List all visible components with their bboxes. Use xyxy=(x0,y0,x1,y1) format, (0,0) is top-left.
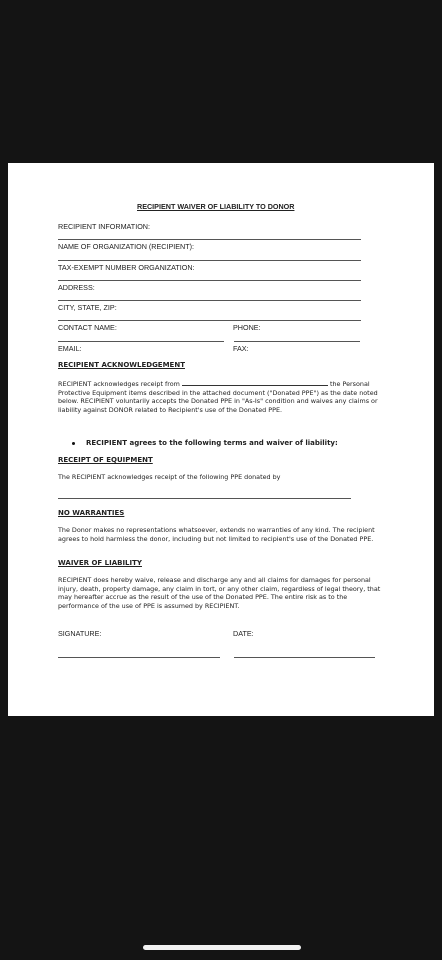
city-state-zip-label: CITY, STATE, ZIP: xyxy=(58,303,117,312)
address-line xyxy=(58,300,361,301)
waiver-text: RECIPIENT does hereby waive, release and discharge any and all claims for damages for personal injury, death, property damage, any claim in tort, or any other claim, regardless of legal theory, that may hereafter accrue as the result of the use of the Donated PPE. The entire risk as to the performance of the use of PPE is assumed by RECIPIENT. xyxy=(58,576,381,610)
home-indicator[interactable] xyxy=(143,945,301,950)
document-page xyxy=(8,163,434,716)
donor-name-blank xyxy=(182,379,328,386)
waiver-heading: WAIVER OF LIABILITY xyxy=(58,559,142,567)
terms-bullet-text: RECIPIENT agrees to the following terms and waiver of liability: xyxy=(86,439,338,447)
no-warranties-heading: NO WARRANTIES xyxy=(58,509,125,517)
phone-line xyxy=(234,341,360,342)
tax-exempt-line xyxy=(58,280,361,281)
city-state-zip-line xyxy=(58,320,361,321)
acknowledgement-text: RECIPIENT acknowledges receipt from the Personal Protective Equipment items described in the attached document ("Donated PPE") as the date noted below. RECIPIENT voluntarily accepts the Donated PPE in "As-Is" condition and waives any claims or liability against DONOR related to Recipient's use of the Donated PPE. xyxy=(58,380,378,414)
address-label: ADDRESS: xyxy=(58,283,95,292)
acknowledgement-heading: RECIPIENT ACKNOWLEDGEMENT xyxy=(58,361,185,369)
no-warranties-text: The Donor makes no representations whatsoever, extends no warranties of any kind. The recipient agrees to hold harmless the donor, including but not limited to recipient's use of the Donated PPE. xyxy=(58,526,375,543)
receipt-line xyxy=(58,498,351,499)
date-line xyxy=(234,657,375,658)
signature-line xyxy=(58,657,220,658)
tax-exempt-label: TAX-EXEMPT NUMBER ORGANIZATION: xyxy=(58,263,195,272)
contact-name-line xyxy=(58,341,224,342)
recipient-info-line xyxy=(58,239,361,240)
signature-label: SIGNATURE: xyxy=(58,629,102,638)
phone-label: PHONE: xyxy=(233,323,261,332)
receipt-heading: RECEIPT OF EQUIPMENT xyxy=(58,456,153,464)
org-name-line xyxy=(58,260,361,261)
bullet-icon xyxy=(72,442,75,445)
contact-name-label: CONTACT NAME: xyxy=(58,323,117,332)
fax-label: FAX: xyxy=(233,344,249,353)
document-title: RECIPIENT WAIVER OF LIABILITY TO DONOR xyxy=(137,202,295,211)
recipient-info-label: RECIPIENT INFORMATION: xyxy=(58,222,150,231)
org-name-label: NAME OF ORGANIZATION (RECIPIENT): xyxy=(58,242,195,251)
receipt-text: The RECIPIENT acknowledges receipt of the following PPE donated by xyxy=(58,473,281,481)
email-label: EMAIL: xyxy=(58,344,82,353)
date-label: DATE: xyxy=(233,629,254,638)
